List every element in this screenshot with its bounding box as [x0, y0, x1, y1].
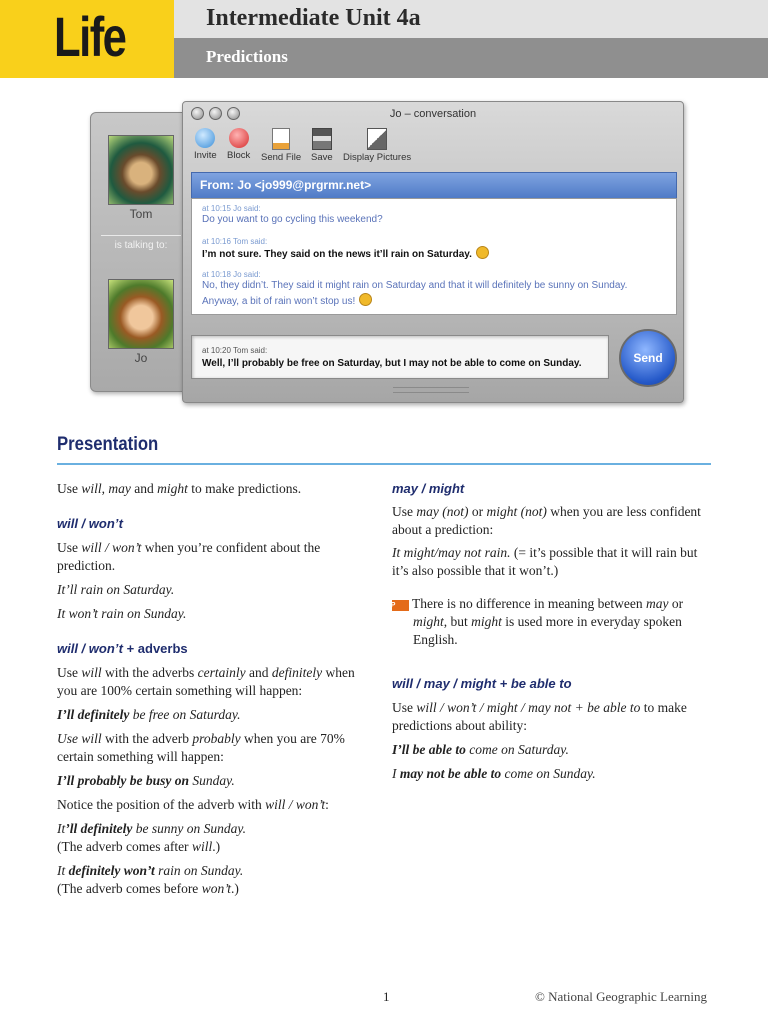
- example: It won’t rain on Sunday.: [57, 606, 187, 621]
- be-able-to-text: Use will / won’t / might / may not + be able to to make predictions about ability:: [392, 700, 687, 733]
- left-column: [57, 480, 369, 898]
- tip-text: TIP There is no difference in meaning between may or might, but might is used more in everyday spoken English.: [384, 596, 684, 647]
- jo-avatar: [108, 279, 174, 349]
- right-column: [384, 480, 714, 783]
- invite-button[interactable]: [194, 128, 217, 161]
- message-text: I’m not sure. They said on the news it’ll rain on Saturday.: [202, 249, 472, 260]
- example-note: (The adverb comes before won’t.): [57, 881, 239, 896]
- input-text: Well, I’ll probably be free on Saturday, but I may not be able to come on Sunday.: [202, 358, 582, 369]
- logo-text: Life: [54, 5, 126, 68]
- message: [202, 270, 668, 309]
- chat-window: [182, 101, 684, 403]
- message-meta: at 10:15 Jo said:: [202, 204, 261, 213]
- may-might-heading: may / might: [392, 481, 465, 496]
- will-wont-heading: will / won’t: [57, 516, 123, 531]
- copyright: © National Geographic Learning: [535, 989, 707, 1004]
- display-pictures-icon: [367, 128, 387, 150]
- example: It might/may not rain. (= it’s possible that it will rain but it’s also possible that it won’t.): [392, 545, 698, 578]
- unit-title: Intermediate Unit 4a: [206, 5, 421, 31]
- unit-title-bar: [174, 0, 768, 38]
- heading-rule: [57, 463, 711, 465]
- message-text: No, they didn’t. They said it might rain on Saturday and that it will definitely be sunny on Sunday.: [202, 280, 628, 291]
- intro-text: Use will, may and might to make predictions.: [57, 481, 302, 496]
- message-text: Anyway, a bit of rain won’t stop us!: [202, 296, 356, 307]
- save-label: Save: [311, 152, 333, 163]
- user-name-tom: Tom: [129, 207, 153, 221]
- presentation-heading: Presentation: [57, 434, 159, 455]
- save-icon: [312, 128, 332, 150]
- example: I’ll definitely be free on Saturday.: [57, 707, 241, 722]
- user-name-jo: Jo: [134, 351, 148, 365]
- send-file-button[interactable]: [261, 128, 301, 163]
- life-logo: [0, 0, 174, 78]
- adverbs-text: Use will with the adverbs certainly and definitely when you are 100% certain something will happen:: [57, 665, 355, 698]
- display-pictures-button[interactable]: [343, 128, 411, 163]
- message-history[interactable]: [191, 198, 677, 315]
- sad-emoji-icon: [476, 246, 489, 259]
- send-button[interactable]: Send: [619, 329, 677, 387]
- tom-avatar: [108, 135, 174, 205]
- tip-badge: TIP: [392, 600, 409, 611]
- message-input[interactable]: [191, 335, 609, 379]
- input-meta: at 10:20 Tom said:: [202, 346, 268, 355]
- contacts-panel: [90, 112, 192, 392]
- lesson-title: Predictions: [206, 47, 288, 66]
- block-icon: [229, 128, 249, 148]
- example: I’ll be able to come on Saturday.: [392, 742, 569, 757]
- message-meta: at 10:18 Jo said:: [202, 270, 261, 279]
- send-file-label: Send File: [261, 152, 302, 163]
- message: [202, 237, 668, 262]
- adverbs-heading: will / won’t + adverbs: [57, 641, 188, 656]
- example-note: (The adverb comes after will.): [57, 839, 221, 854]
- may-might-text: Use may (not) or might (not) when you are less confident about a prediction:: [392, 504, 701, 537]
- talking-to-label: is talking to:: [101, 235, 181, 251]
- probably-text: Use will with the adverb probably when you are 70% certain something will happen:: [57, 731, 345, 764]
- example: It’ll definitely be sunny on Sunday.: [57, 821, 246, 836]
- block-label: Block: [227, 150, 251, 161]
- resize-grip[interactable]: [393, 387, 469, 393]
- block-button[interactable]: [227, 128, 250, 161]
- from-text: From: Jo <jo999@prgrmr.net>: [200, 178, 372, 192]
- window-title: Jo – conversation: [389, 108, 477, 120]
- send-file-icon: [272, 128, 290, 150]
- invite-icon: [195, 128, 215, 148]
- example: It definitely won’t rain on Sunday.: [57, 863, 244, 878]
- position-text: Notice the position of the adverb with will / won’t:: [57, 797, 329, 812]
- message: [202, 204, 668, 227]
- example: I’ll probably be busy on Sunday.: [57, 773, 235, 788]
- example: It’ll rain on Saturday.: [57, 582, 175, 597]
- message-meta: at 10:16 Tom said:: [202, 237, 268, 246]
- message-text: Do you want to go cycling this weekend?: [202, 214, 383, 225]
- save-button[interactable]: [311, 128, 333, 163]
- will-wont-text: Use will / won’t when you’re confident about the prediction.: [57, 540, 321, 573]
- smile-emoji-icon: [359, 293, 372, 306]
- lesson-title-bar: [174, 38, 768, 78]
- invite-label: Invite: [194, 150, 217, 161]
- be-able-to-heading: will / may / might + be able to: [392, 676, 572, 691]
- page-number: 1: [383, 989, 390, 1004]
- display-pictures-label: Display Pictures: [343, 152, 412, 163]
- from-header: [191, 172, 677, 199]
- example: I may not be able to come on Sunday.: [392, 766, 596, 781]
